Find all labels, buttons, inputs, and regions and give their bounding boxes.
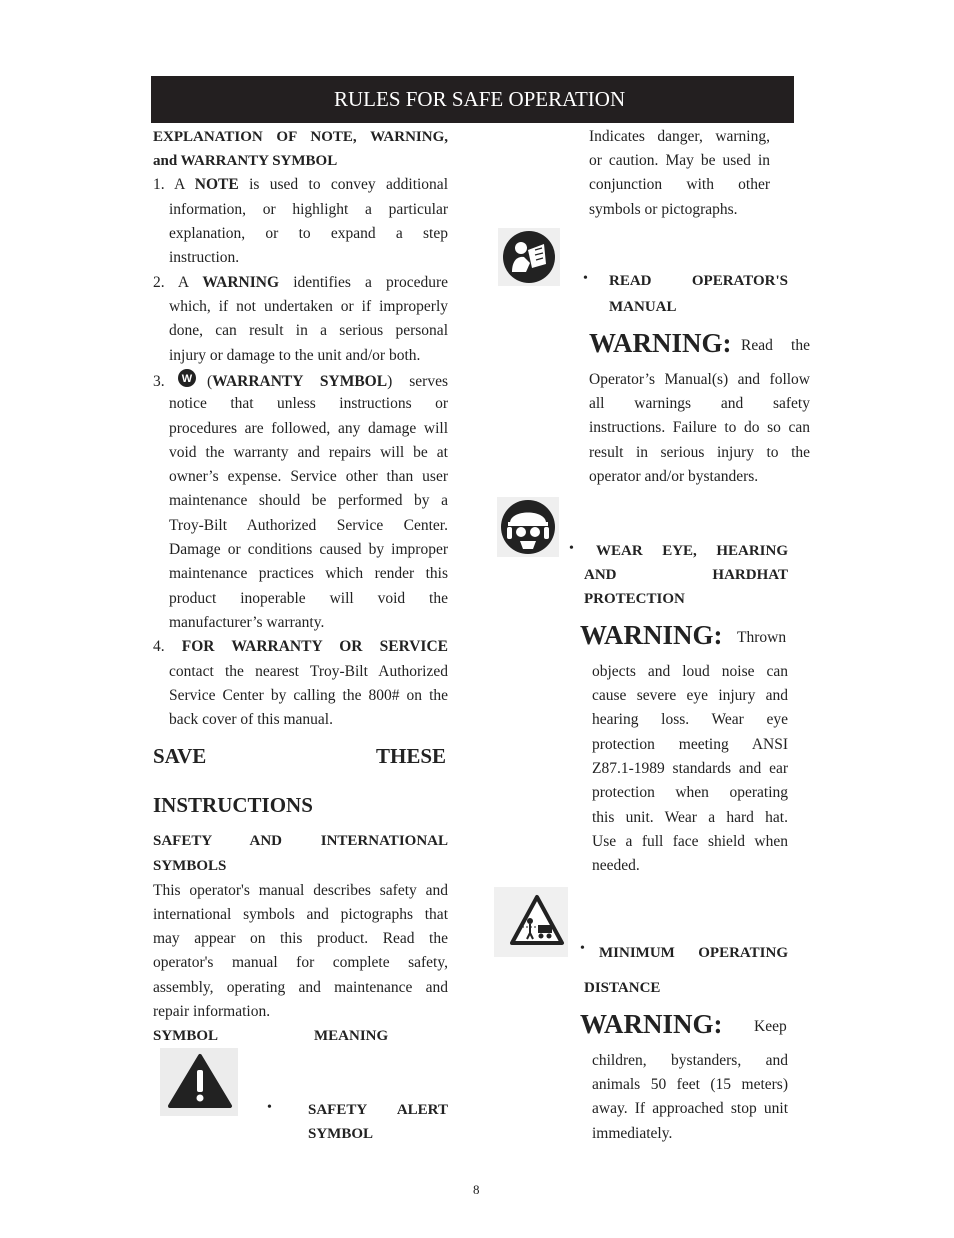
page-number: 8 <box>473 1182 480 1197</box>
distance-label-2: DISTANCE <box>584 980 661 996</box>
instructions-heading: INSTRUCTIONS <box>153 793 313 817</box>
alert-desc-line: or caution. May be used in <box>589 152 770 169</box>
operating-distance-icon <box>494 887 568 957</box>
read-manual-label-2: MANUAL <box>609 299 677 315</box>
alert-desc-line: conjunction with other <box>589 176 770 193</box>
read-manual-icon <box>498 228 560 286</box>
intro-line: operator's manual for complete safety, <box>153 954 448 971</box>
warranty-line: maintenance should be performed by a <box>169 492 448 509</box>
warning-label: WARNING: <box>589 328 732 358</box>
explanation-heading-2: and WARRANTY SYMBOL <box>153 153 338 169</box>
bullet: • <box>569 541 574 556</box>
intro-line: This operator's manual describes safety and <box>153 882 448 899</box>
protection-gear-icon <box>497 497 559 557</box>
distance-label: MINIMUM OPERATING <box>599 945 788 961</box>
warranty-line: notice that unless instructions or <box>169 395 448 412</box>
read-manual-label: READ OPERATOR'S <box>609 273 788 289</box>
warning-line: injury or damage to the unit and/or both. <box>169 347 421 364</box>
warning-text-line: protection meeting ANSI <box>592 736 788 753</box>
protection-label-2: AND HARDHAT <box>584 567 788 583</box>
warning-text: Read the <box>741 337 810 354</box>
warning-text-line: away. If approached stop unit <box>592 1100 788 1117</box>
safety-alert-label: SAFETY ALERT <box>308 1102 448 1118</box>
warning-line: done, can result in a serious personal <box>169 322 448 339</box>
service-line: Service Center by calling the 800# on the <box>169 687 448 704</box>
intro-line: international symbols and pictographs that <box>153 906 448 923</box>
intro-line: repair information. <box>153 1003 271 1020</box>
intro-line: assembly, operating and maintenance and <box>153 979 448 996</box>
note-line: information, or highlight a particular <box>169 201 448 218</box>
symbols-heading: SAFETY AND INTERNATIONAL <box>153 833 448 849</box>
service-line: back cover of this manual. <box>169 711 333 728</box>
bullet: • <box>580 941 585 956</box>
warning-label: WARNING: <box>580 1009 723 1039</box>
warranty-line: procedures are followed, any damage will <box>169 420 448 437</box>
warning-text-line: this unit. Wear a hard hat. <box>592 809 788 826</box>
warning-text-line: instructions. Failure to do so can <box>589 419 810 436</box>
warranty-line: owner’s expense. Service other than user <box>169 468 448 485</box>
warranty-line: product inoperable will void the <box>169 590 448 607</box>
warning-item: 2. A WARNING identifies a procedure <box>153 274 448 291</box>
warning-text-line: Operator’s Manual(s) and follow <box>589 371 810 388</box>
warning-text-line: children, bystanders, and <box>592 1052 788 1069</box>
warning-text: Keep <box>754 1018 787 1035</box>
warranty-item-number: 3. <box>153 373 165 390</box>
service-line: contact the nearest Troy-Bilt Authorized <box>169 663 448 680</box>
warranty-line: void the warranty and repairs will be at <box>169 444 448 461</box>
note-line: instruction. <box>169 249 240 266</box>
note-item: 1. A NOTE is used to convey additional <box>153 176 448 193</box>
warranty-w-icon <box>177 368 197 388</box>
warning-text-line: Z87.1-1989 standards and ear <box>592 760 788 777</box>
warranty-line: maintenance practices which render this <box>169 565 448 582</box>
bullet: • <box>583 271 588 286</box>
note-line: explanation, or to expand a step <box>169 225 448 242</box>
intro-line: may appear on this product. Read the <box>153 930 448 947</box>
service-item: 4. FOR WARRANTY OR SERVICE <box>153 638 448 655</box>
save-heading: SAVE <box>153 744 207 768</box>
warning-text-line: Use a full face shield when <box>592 833 788 850</box>
warning-text-line: hearing loss. Wear eye <box>592 711 788 728</box>
warranty-line: manufacturer’s warranty. <box>169 614 325 631</box>
these-heading: THESE <box>376 744 447 768</box>
section-title: RULES FOR SAFE OPERATION <box>334 87 626 111</box>
warning-text-line: all warnings and safety <box>589 395 810 412</box>
protection-label-3: PROTECTION <box>584 591 685 607</box>
safety-alert-triangle-icon <box>160 1048 238 1116</box>
section-banner <box>151 76 794 123</box>
warning-text-line: protection when operating <box>592 784 788 801</box>
col-meaning-heading: MEANING <box>314 1028 389 1044</box>
warning-text-line: immediately. <box>592 1125 673 1142</box>
warning-text-line: needed. <box>592 857 640 874</box>
protection-label: WEAR EYE, HEARING <box>596 543 788 559</box>
warranty-line: Troy-Bilt Authorized Service Center. <box>169 517 448 534</box>
warning-text-line: animals 50 feet (15 meters) <box>592 1076 788 1093</box>
bullet: • <box>267 1100 272 1115</box>
explanation-heading: EXPLANATION OF NOTE, WARNING, <box>153 129 448 145</box>
warning-text-line: cause severe eye injury and <box>592 687 788 704</box>
svg-text:W: W <box>181 373 193 385</box>
warning-text: Thrown <box>737 629 787 646</box>
alert-desc-line: symbols or pictographs. <box>589 201 738 218</box>
warranty-line: Damage or conditions caused by improper <box>169 541 448 558</box>
safety-alert-label-2: SYMBOL <box>308 1126 374 1142</box>
symbols-heading-2: SYMBOLS <box>153 858 227 874</box>
warning-text-line: operator and/or bystanders. <box>589 468 759 485</box>
warranty-item: (WARRANTY SYMBOL) serves <box>207 373 449 390</box>
alert-desc-line: Indicates danger, warning, <box>589 128 770 145</box>
warning-text-line: result in serious injury to the <box>589 444 810 461</box>
warning-label: WARNING: <box>580 620 723 650</box>
warning-text-line: objects and loud noise can <box>592 663 788 680</box>
col-symbol-heading: SYMBOL <box>153 1028 219 1044</box>
warning-line: which, if not undertaken or if improperly <box>169 298 448 315</box>
